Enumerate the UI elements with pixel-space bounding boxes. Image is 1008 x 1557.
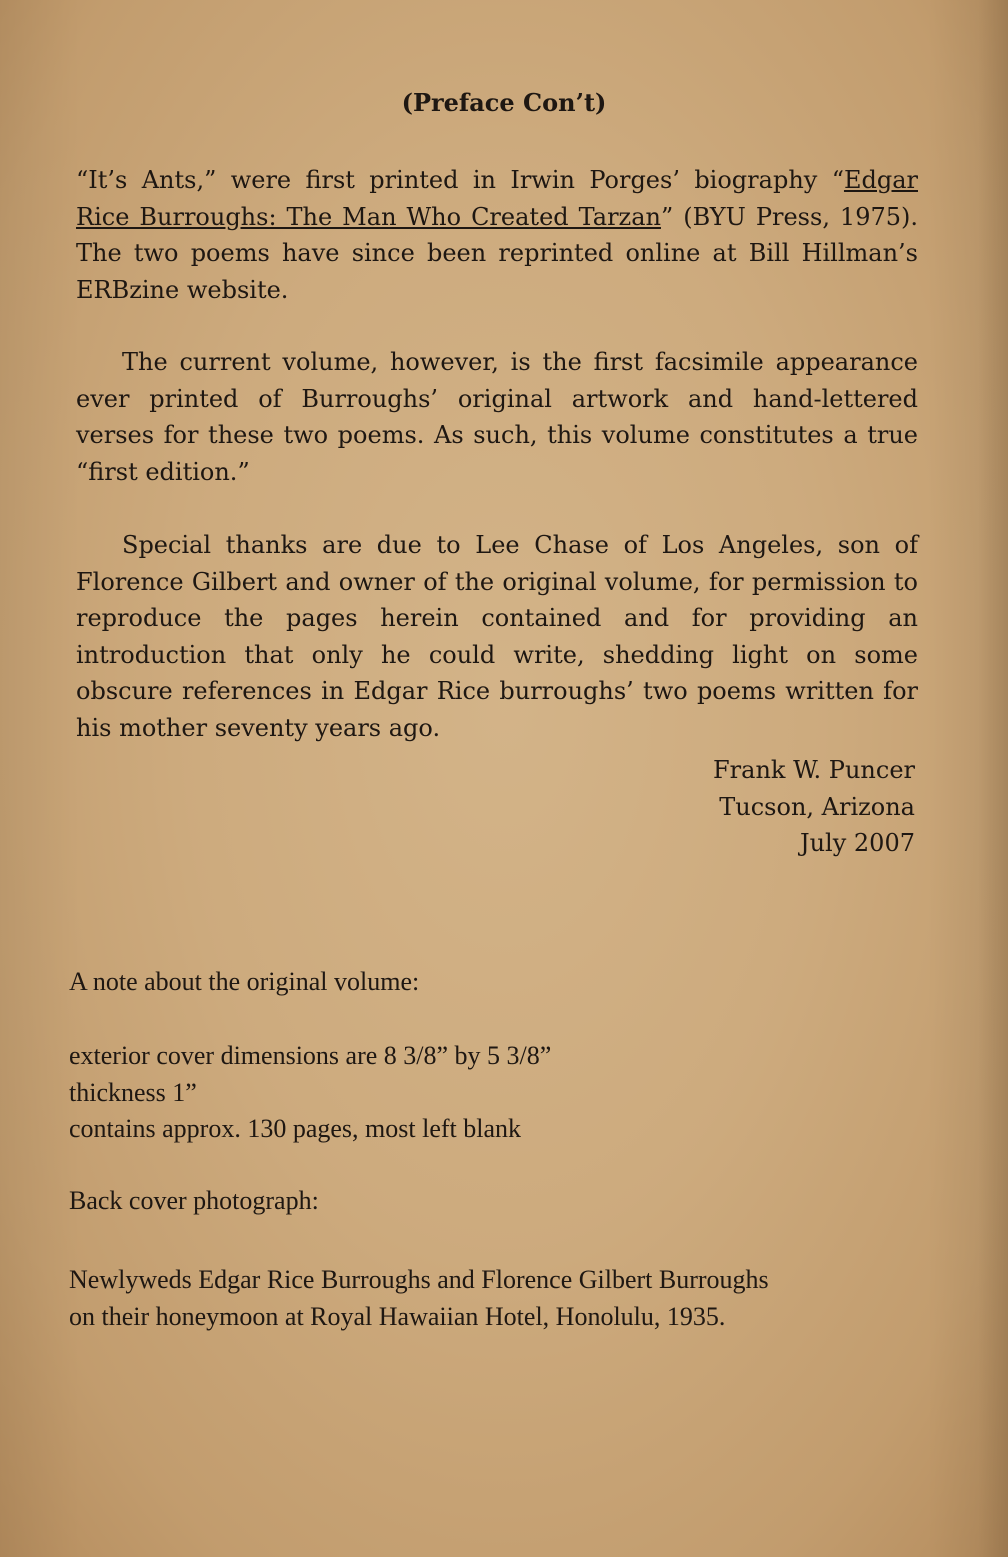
signature-place: Tucson, Arizona — [719, 792, 915, 821]
signature-name: Frank W. Puncer — [713, 756, 915, 784]
note-heading: A note about the original volume: — [69, 967, 420, 996]
back-cover-heading: Back cover photograph: — [69, 1186, 319, 1215]
back-cover-caption — [69, 1262, 929, 1335]
paragraph-1-intro: “It’s Ants,” were first printed in Irwin Porges’ biography “ — [76, 166, 844, 194]
note-details — [69, 1038, 929, 1148]
book-title: Edgar Rice Burroughs: The Man Who Created Tarzan — [76, 166, 918, 231]
paragraph-1-rest: ” (BYU Press, 1975). The two poems have since been reprinted online at Bill Hillman’s ERBzine website. — [76, 202, 919, 304]
signature-block — [713, 752, 915, 862]
page-edge-shadow — [978, 0, 1008, 1557]
back-cover-caption-line-2: on their honeymoon at Royal Hawaiian Hotel, Honolulu, 1935. — [69, 1301, 726, 1331]
paragraph-3: Special thanks are due to Lee Chase of Los Angeles, son of Florence Gilbert and owner of the original volume, for permission to reproduce the pages herein contained and for providing an introduction that only he could write, shedding light on some obscure references in Edgar Rice burroughs’ two poems written for his mother seventy years ago. — [76, 531, 918, 742]
back-cover-caption-line-1: Newlyweds Edgar Rice Burroughs and Florence Gilbert Burroughs — [69, 1265, 769, 1294]
paragraph-2: The current volume, however, is the first facsimile appearance ever printed of Burroughs’ original artwork and hand-lettered verses for these two poems. As such, this volume constitutes a true “first edition.” — [76, 348, 918, 486]
note-thickness: thickness 1” — [69, 1077, 197, 1107]
paragraph-1 — [76, 162, 918, 308]
note-pages: contains approx. 130 pages, most left blank — [69, 1114, 522, 1143]
page-heading: (Preface Con’t) — [401, 88, 607, 117]
signature-date: July 2007 — [799, 829, 915, 857]
note-dimensions: exterior cover dimensions are 8 3/8” by 5 3/8” — [69, 1041, 552, 1070]
